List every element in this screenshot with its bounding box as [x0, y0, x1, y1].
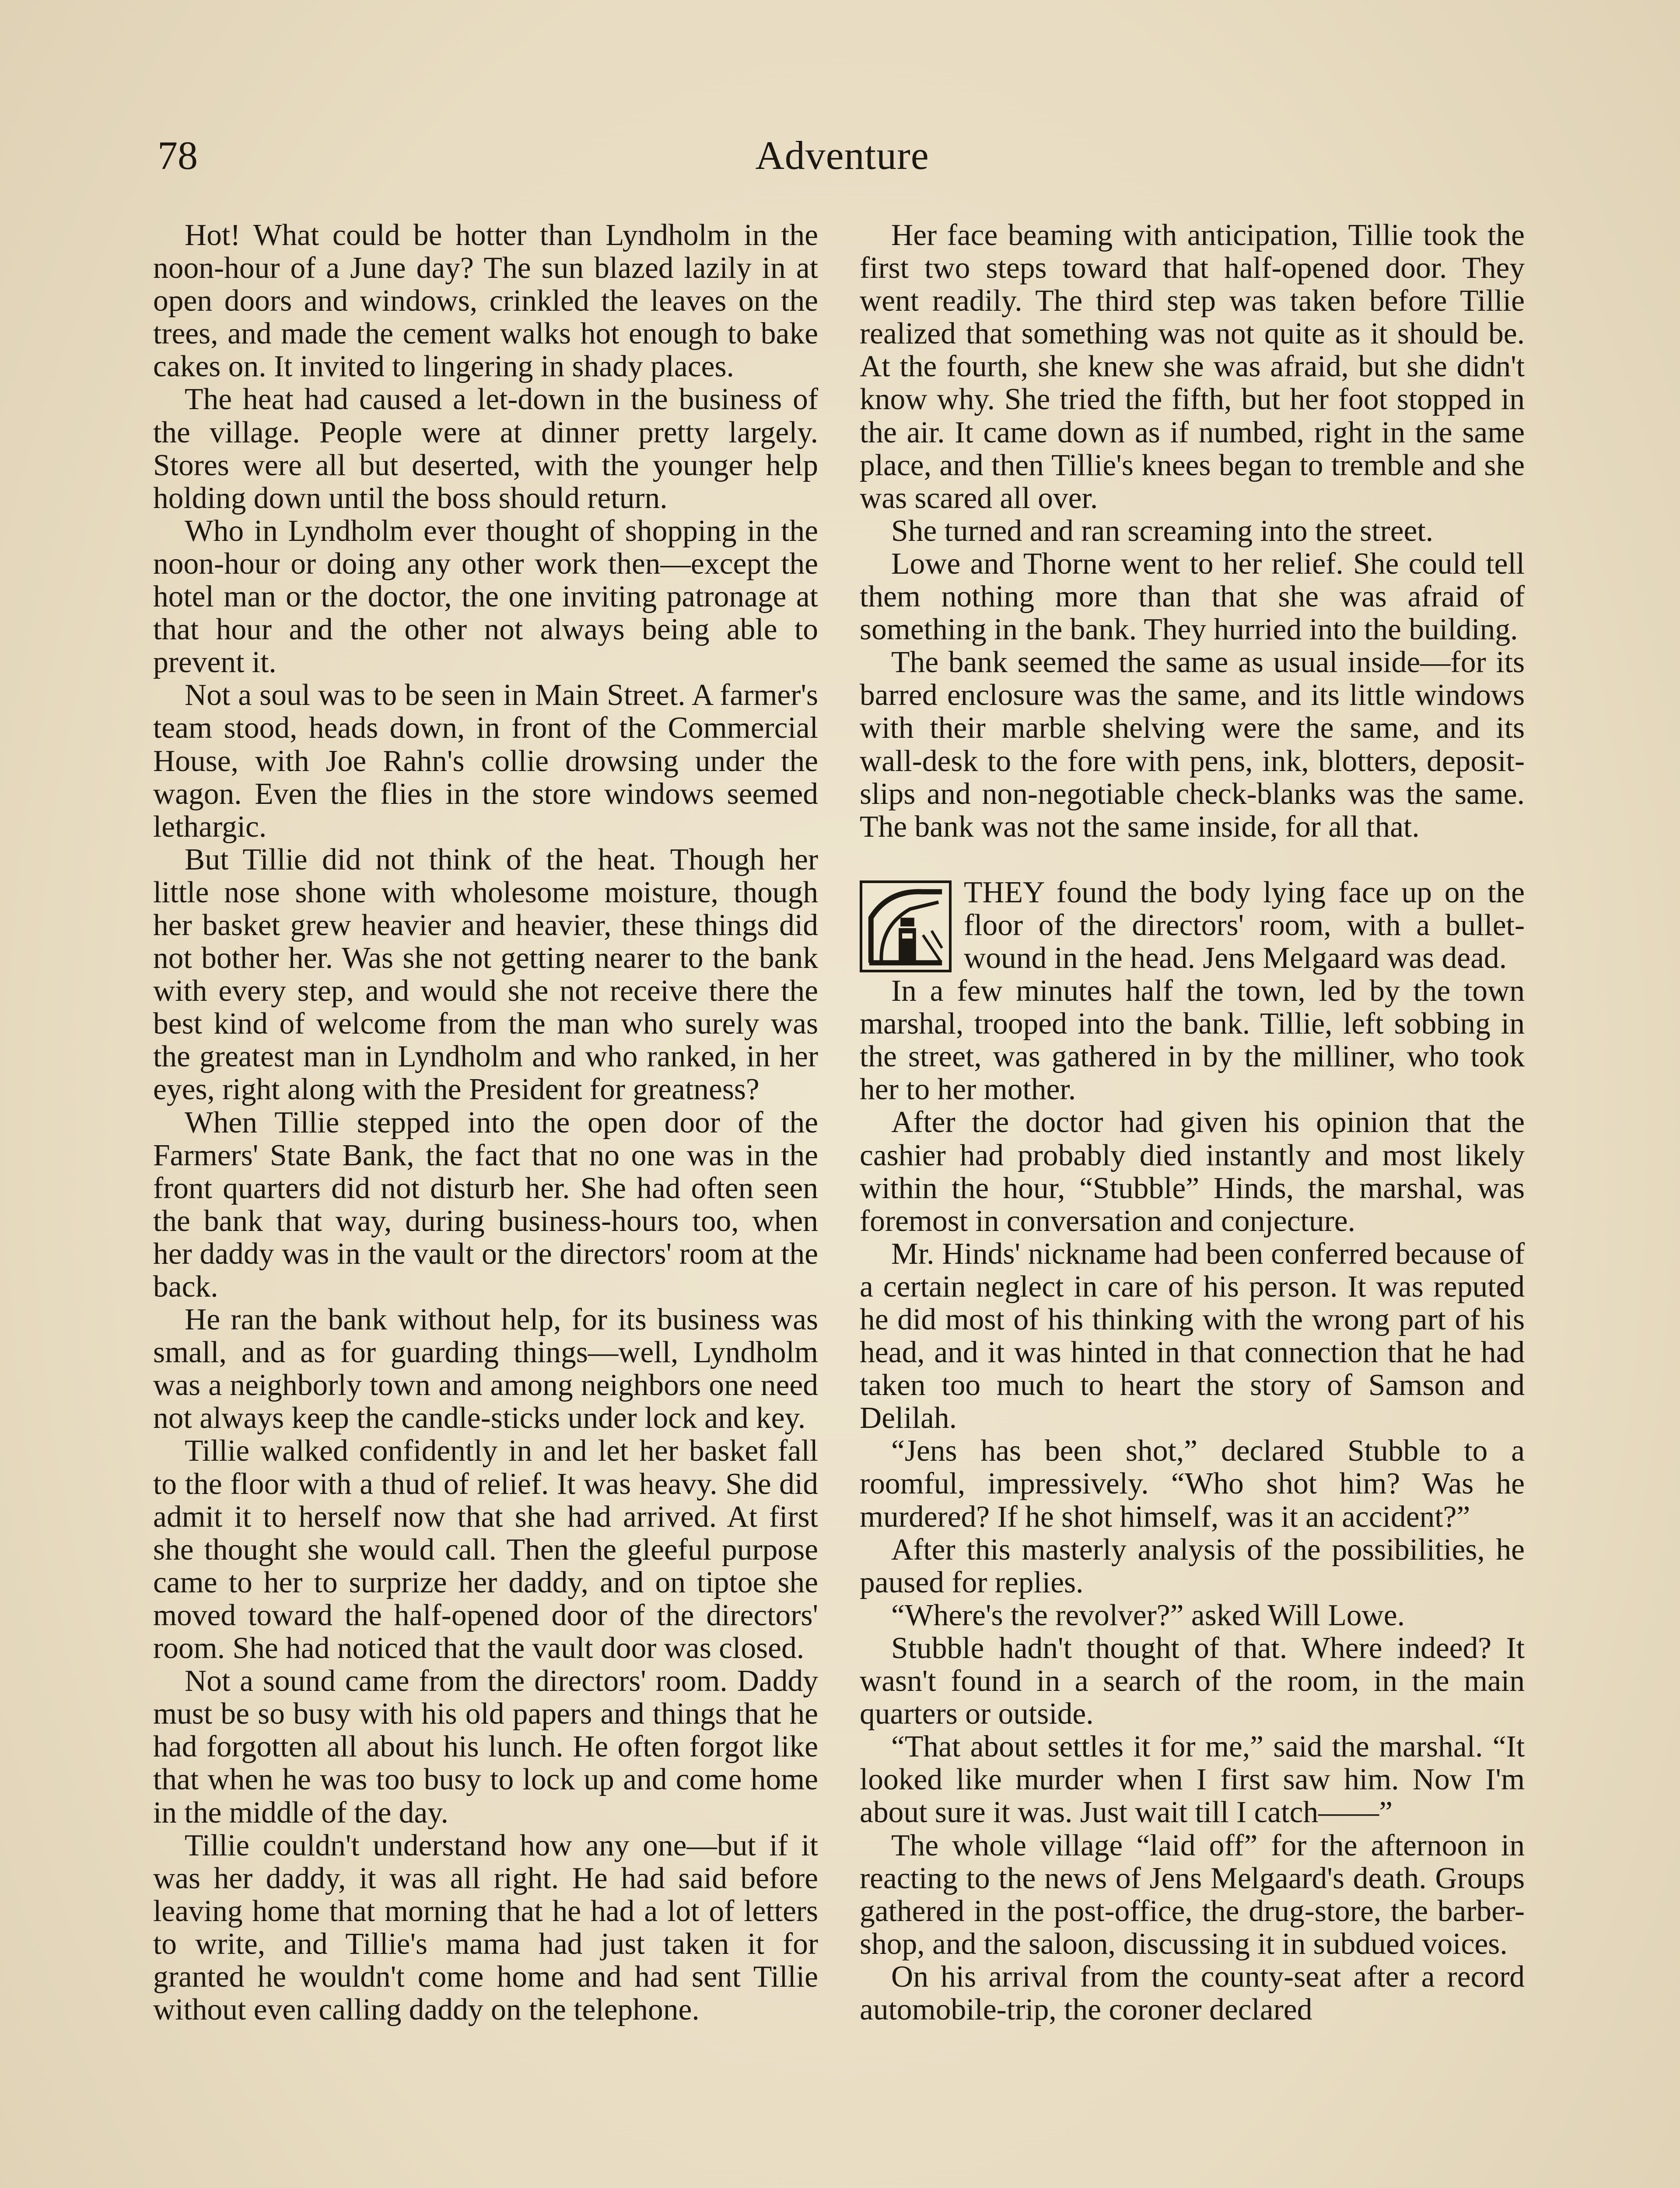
- paragraph: Tillie couldn't understand how any one—but if it was her daddy, it was all right. He had said before leaving home that morning that he had a lot of letters to write, and Tillie's mama had just taken it for granted he wouldn't come home and had sent Tillie without even calling daddy on the telephone.: [153, 1828, 818, 2027]
- paragraph: Not a sound came from the directors' room. Daddy must be so busy with his old papers and things that he had forgotten all about his lunch. He often forgot like that when he was too busy to lock up and come home in the middle of the day.: [153, 1664, 818, 1830]
- right-column: [860, 219, 1525, 2026]
- paragraph: “That about settles it for me,” said the marshal. “It looked like murder when I first saw him. Now I'm about sure it was. Just wait till I catch——”: [860, 1730, 1525, 1830]
- page-header: [153, 127, 1531, 188]
- paragraph: Stubble hadn't thought of that. Where indeed? It wasn't found in a search of the room, in the main quarters or outside.: [860, 1631, 1525, 1731]
- paragraph: On his arrival from the county-seat after a record automobile-trip, the coroner declared: [860, 1960, 1525, 2027]
- paragraph: In a few minutes half the town, led by the town marshal, trooped into the bank. Tillie, left sobbing in the street, was gathered in by the milliner, who took her to her mother.: [860, 974, 1525, 1107]
- paragraph: Not a soul was to be seen in Main Street. A farmer's team stood, heads down, in front of the Commercial House, with Joe Rahn's collie drowsing under the wagon. Even the flies in the store windows seemed lethargic.: [153, 678, 818, 844]
- decorative-initial-figure-icon: [860, 880, 952, 972]
- paragraph: After this masterly analysis of the possibilities, he paused for replies.: [860, 1532, 1525, 1599]
- paragraph: But Tillie did not think of the heat. Though her little nose shone with wholesome moisture, though her basket grew heavier and heavier, these things did not bother her. Was she not getting nearer to the bank with every step, and would she not receive there the best kind of welcome from the man who surely was the greatest man in Lyndholm and who ranked, in her eyes, right along with the President for greatness?: [153, 842, 818, 1107]
- paragraph: The bank seemed the same as usual inside—for its barred enclosure was the same, and its little windows with their marble shelving were the same, and its wall-desk to the fore with pens, ink, blotters, deposit-slips and non-negotiable check-blanks was the same. The bank was not the same inside, for all that.: [860, 645, 1525, 844]
- paragraph: The whole village “laid off” for the afternoon in reacting to the news of Jens Melgaard's death. Groups gathered in the post-office, the drug-store, the barber-shop, and the saloon, discussing it in subdued voices.: [860, 1828, 1525, 1961]
- paragraph: Lowe and Thorne went to her relief. She could tell them nothing more than that she was afraid of something in the bank. They hurried into the building.: [860, 547, 1525, 647]
- paragraph: After the doctor had given his opinion that the cashier had probably died instantly and most likely within the hour, “Stubble” Hinds, the marshal, was foremost in conversation and conjecture.: [860, 1105, 1525, 1238]
- left-column: [153, 219, 818, 2026]
- paragraph: The heat had caused a let-down in the business of the village. People were at dinner pretty largely. Stores were all but deserted, with the younger help holding down until the boss should return.: [153, 382, 818, 515]
- paragraph: When Tillie stepped into the open door of the Farmers' State Bank, the fact that no one was in the front quarters did not disturb her. She had often seen the bank that way, during business-hours too, when her daddy was in the vault or the directors' room at the back.: [153, 1105, 818, 1304]
- paragraph: “Where's the revolver?” asked Will Lowe.: [891, 1598, 1405, 1632]
- section-opening-text: THEY found the body lying face up on the floor of the directors' room, with a bullet-wound in the head. Jens Melgaard was dead.: [964, 875, 1525, 975]
- paragraph: Tillie walked confidently in and let her basket fall to the floor with a thud of relief. It was heavy. She did admit it to herself now that she had arrived. At first she thought she would call. Then the gleeful purpose came to her to surprize her daddy, and on tiptoe she moved toward the half-opened door of the directors' room. She had noticed that the vault door was closed.: [153, 1434, 818, 1666]
- page-number: 78: [158, 133, 198, 178]
- paragraph: He ran the bank without help, for its business was small, and as for guarding things—well, Lyndholm was a neighborly town and among neighbors one need not always keep the candle-sticks under lock and key.: [153, 1303, 818, 1435]
- paragraph: Hot! What could be hotter than Lyndholm in the noon-hour of a June day? The sun blazed lazily in at open doors and windows, crinkled the leaves on the trees, and made the cement walks hot enough to bake cakes on. It invited to lingering in shady places.: [153, 218, 818, 384]
- paragraph: “Jens has been shot,” declared Stubble to a roomful, impressively. “Who shot him? Was he murdered? If he shot himself, was it an accident?”: [860, 1434, 1525, 1534]
- running-title: Adventure: [755, 133, 929, 178]
- paragraph: Mr. Hinds' nickname had been conferred because of a certain neglect in care of his person. It was reputed he did most of his thinking with the wrong part of his head, and it was hinted in that connection that he had taken too much to heart the story of Samson and Delilah.: [860, 1237, 1525, 1435]
- paragraph: Her face beaming with anticipation, Tillie took the first two steps toward that half-opened door. They went readily. The third step was taken before Tillie realized that something was not quite as it should be. At the fourth, she knew she was afraid, but she didn't know why. She tried the fifth, but her foot stopped in the air. It came down as if numbed, right in the same place, and then Tillie's knees began to tremble and she was scared all over.: [860, 218, 1525, 515]
- paragraph: Who in Lyndholm ever thought of shopping in the noon-hour or doing any other work then—except the hotel man or the doctor, the one inviting patronage at that hour and the other not always being able to prevent it.: [153, 514, 818, 680]
- paragraph: She turned and ran screaming into the street.: [891, 514, 1434, 548]
- section-opening-paragraph: [860, 876, 1525, 975]
